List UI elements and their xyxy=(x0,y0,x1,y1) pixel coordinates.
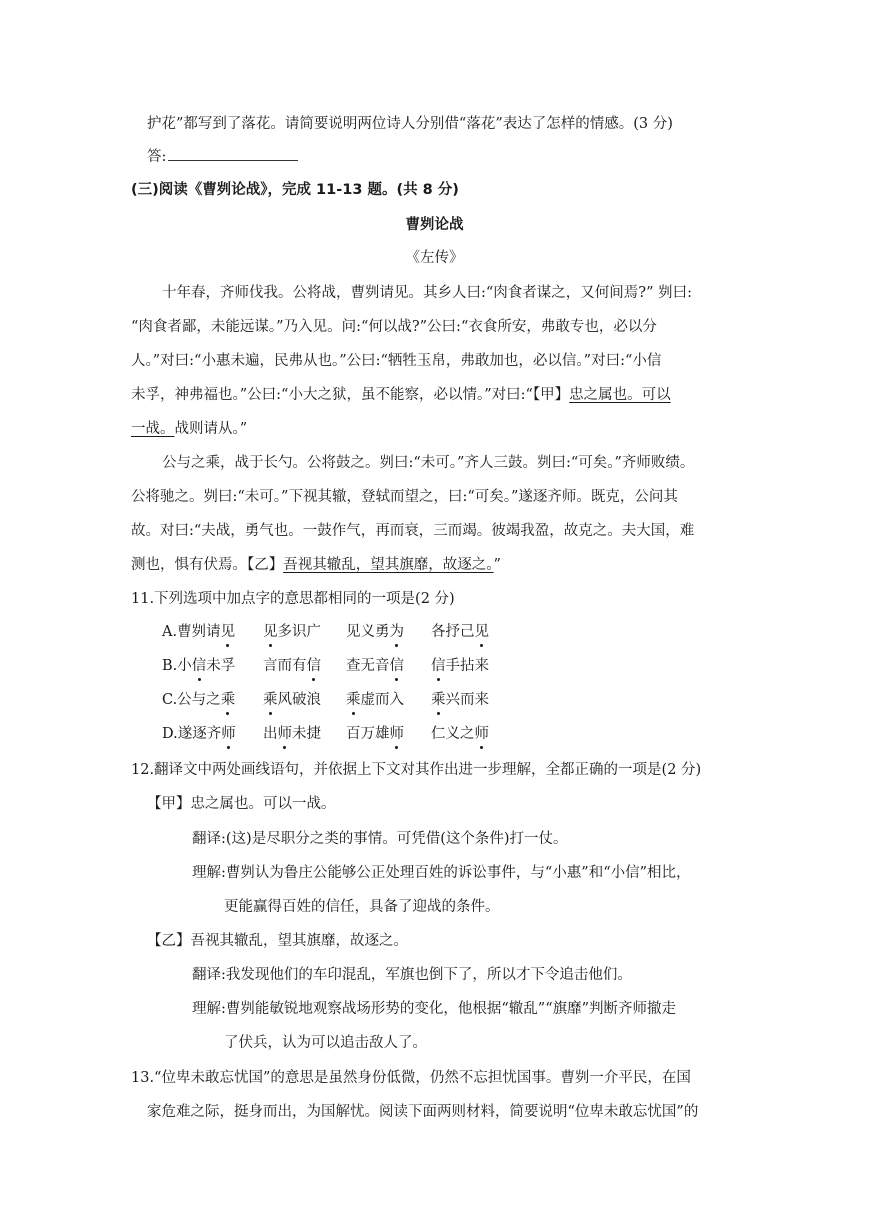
dotted-char: 师 xyxy=(389,726,404,742)
option-c-item xyxy=(346,690,404,710)
option-a-label[interactable] xyxy=(162,622,235,642)
question-13-cont: 家危难之际，挺身而出，为国解忧。阅读下面两则材料，简要说明“位卑未敢忘忧国”的 xyxy=(147,1104,699,1120)
option-text: 兴而来 xyxy=(445,692,489,708)
question-11: 11.下列选项中加点字的意思都相同的一项是(2 分) xyxy=(131,591,455,607)
option-text: 多识广 xyxy=(277,624,321,640)
option-text: 出 xyxy=(263,726,278,742)
passage-text: 未孚，神弗福也。”公曰:“小大之狱，虽不能察，必以情。”对曰:“【甲】 xyxy=(131,387,570,403)
dotted-char: 见 xyxy=(474,624,489,640)
option-a-item xyxy=(263,622,321,642)
dotted-char: 信 xyxy=(191,658,207,674)
dotted-char: 信 xyxy=(431,658,446,674)
option-text: 见义勇 xyxy=(346,624,390,640)
dotted-char: 乘 xyxy=(263,692,278,708)
passage-line: 十年春，齐师伐我。公将战，曹刿请见。其乡人曰:“肉食者谋之，又何间焉?” 刿曰: xyxy=(162,285,692,301)
dotted-char: 师 xyxy=(277,726,292,742)
q12-yi-understanding: 理解:曹刿能敏锐地观察战场形势的变化，他根据“辙乱”“旗靡”判断齐师撤走 xyxy=(192,1001,677,1017)
q12-jia-translation: 翻译:(这)是尽职分之类的事情。可凭借(这个条件)打一仗。 xyxy=(192,831,568,847)
option-d-item xyxy=(263,724,321,744)
q12-yi-translation: 翻译:我发现他们的车印混乱，军旗也倒下了，所以才下令追击他们。 xyxy=(192,967,632,983)
option-a-item xyxy=(431,622,489,642)
q10-tail: 护花”都写到了落花。请简要说明两位诗人分别借“落花”表达了怎样的情感。(3 分) xyxy=(147,116,673,132)
passage-source: 《左传》 xyxy=(405,250,464,266)
passage-text: 测也，惧有伏焉。【乙】 xyxy=(131,557,284,573)
option-b-label[interactable] xyxy=(162,656,235,676)
q12-jia-sentence: 【甲】忠之属也。可以一战。 xyxy=(147,796,336,812)
dotted-char: 师 xyxy=(474,726,489,742)
option-text: 未捷 xyxy=(292,726,321,742)
dotted-char: 信 xyxy=(389,658,404,674)
option-c-item xyxy=(431,690,489,710)
passage-text: 战则请从。” xyxy=(174,421,248,437)
option-text: C.公与之 xyxy=(162,692,221,708)
option-text: 风破浪 xyxy=(277,692,321,708)
passage-line xyxy=(131,385,671,405)
question-13: 13.“位卑未敢忘忧国”的意思是虽然身份低微，仍然不忘担忧国事。曹刿一介平民，在国 xyxy=(131,1070,691,1086)
passage-line: 人。”对曰:“小惠未遍，民弗从也。”公曰:“牺牲玉帛，弗敢加也，必以信。”对曰:“小信 xyxy=(131,353,662,369)
option-text: 仁义之 xyxy=(431,726,475,742)
dotted-char: 见 xyxy=(263,624,278,640)
q12-yi-sentence: 【乙】吾视其辙乱，望其旗靡，故逐之。 xyxy=(147,933,408,949)
option-text: 各抒己 xyxy=(431,624,475,640)
option-d-item xyxy=(431,724,489,744)
dotted-char: 为 xyxy=(389,624,404,640)
option-text: A.曹刿请 xyxy=(162,624,221,640)
passage-line: 故。对曰:“夫战，勇气也。一鼓作气，再而衰，三而竭。彼竭我盈，故克之。夫大国，难 xyxy=(131,523,695,539)
dotted-char: 乘 xyxy=(346,692,361,708)
underlined-sentence-jia-end: 一战。 xyxy=(131,421,175,437)
option-b-item xyxy=(431,656,489,676)
option-text: 查无音 xyxy=(346,658,390,674)
option-d-label[interactable] xyxy=(162,724,236,744)
option-b-item xyxy=(346,656,404,676)
passage-line: “肉食者鄙，未能远谋。”乃入见。问:“何以战?”公曰:“衣食所安，弗敢专也，必以分 xyxy=(131,319,657,335)
answer-blank[interactable] xyxy=(168,146,298,161)
dotted-char: 师 xyxy=(221,726,236,742)
passage-title: 曹刿论战 xyxy=(405,217,464,233)
passage-line: 公与之乘，战于长勺。公将鼓之。刿曰:“未可。”齐人三鼓。刿曰:“可矣。”齐师败绩。 xyxy=(162,455,695,471)
question-12: 12.翻译文中两处画线语句，并依据上下文对其作出进一步理解，全都正确的一项是(2 分) xyxy=(131,762,702,778)
option-b-item xyxy=(263,656,321,676)
q12-yi-understanding-cont: 了伏兵，认为可以追击敌人了。 xyxy=(224,1035,427,1051)
option-text: 虚而入 xyxy=(360,692,404,708)
option-d-item xyxy=(346,724,404,744)
passage-line: 公将驰之。刿曰:“未可。”下视其辙，登轼而望之，曰:“可矣。”遂逐齐师。既克，公问其 xyxy=(131,489,678,505)
option-a-item xyxy=(346,622,404,642)
dotted-char: 乘 xyxy=(220,692,236,708)
underlined-sentence-yi: 吾视其辙乱，望其旗靡，故逐之。 xyxy=(283,557,494,573)
answer-row xyxy=(147,146,298,167)
option-text: D.遂逐齐 xyxy=(162,726,222,742)
q12-jia-understanding-cont: 更能赢得百姓的信任，具备了迎战的条件。 xyxy=(224,899,500,915)
q12-jia-understanding: 理解:曹刿认为鲁庄公能够公正处理百姓的诉讼事件，与“小惠”和“小信”相比， xyxy=(192,865,691,881)
passage-line xyxy=(131,419,247,439)
passage-line xyxy=(131,555,501,575)
option-c-item xyxy=(263,690,321,710)
passage-text: ” xyxy=(493,557,501,573)
dotted-char: 见 xyxy=(220,624,236,640)
option-text: 言而有 xyxy=(263,658,307,674)
option-text: 手拈来 xyxy=(445,658,489,674)
dotted-char: 乘 xyxy=(431,692,446,708)
underlined-sentence-jia: 忠之属也。可以 xyxy=(569,387,671,403)
answer-label: 答: xyxy=(147,149,167,165)
option-text: 百万雄 xyxy=(346,726,390,742)
dotted-char: 信 xyxy=(306,658,321,674)
option-c-label[interactable] xyxy=(162,690,235,710)
option-text: 未孚 xyxy=(206,658,236,674)
section-heading: (三)阅读《曹刿论战》，完成 11-13 题。(共 8 分) xyxy=(131,182,459,198)
option-text: B.小 xyxy=(162,658,192,674)
